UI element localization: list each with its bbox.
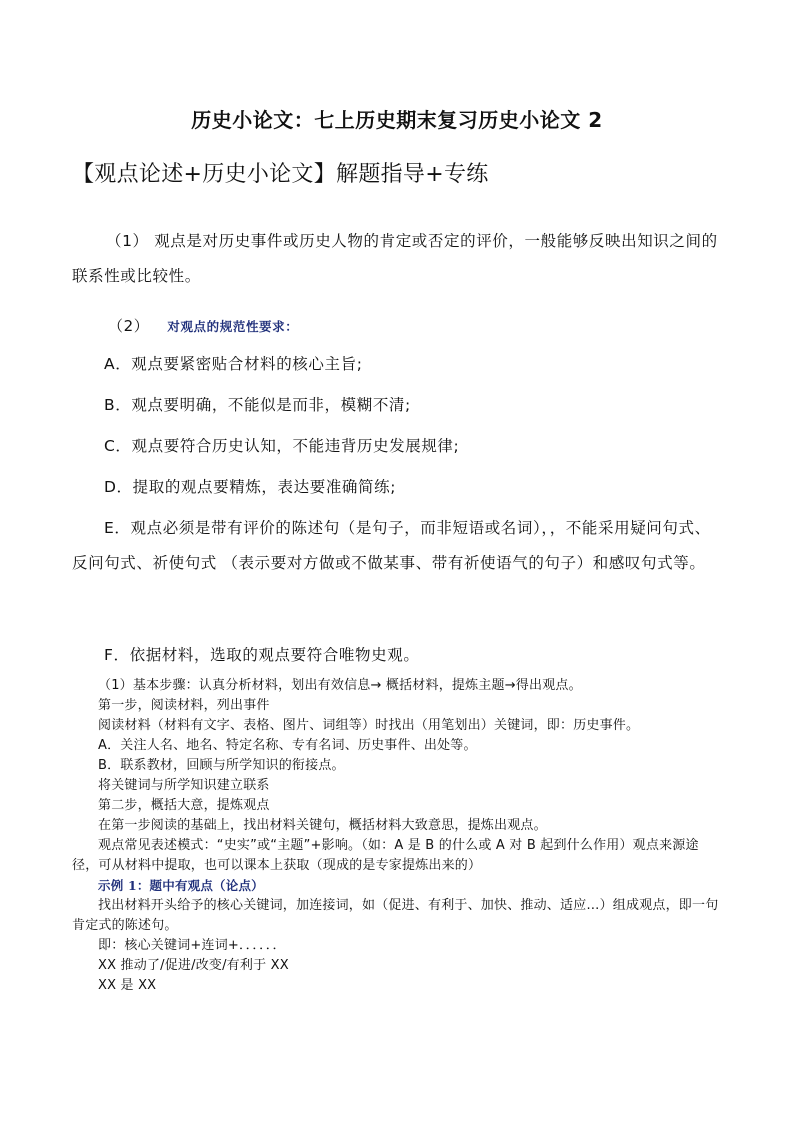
viewpoint-pattern: 观点常见表述模式：“史实”或“主题”+影响。（如：A 是 B 的什么或 A 对 B 起到什么作用）观点来源途径，可从材料中提取，也可以课本上获取（现成的是专家提炼出来的） bbox=[72, 838, 699, 873]
requirements-label: 对观点的规范性要求： bbox=[167, 319, 299, 334]
steps-section bbox=[72, 676, 724, 996]
formula-line: 即：核心关键词+连词+．．．．．． bbox=[98, 938, 286, 953]
requirement-b: B．观点要明确，不能似是而非，模糊不清; bbox=[104, 396, 411, 414]
step-one-link: 将关键词与所学知识建立联系 bbox=[98, 778, 270, 793]
requirement-f: F．依据材料，选取的观点要符合唯物史观。 bbox=[104, 646, 420, 664]
paragraph-requirements-heading bbox=[108, 309, 760, 344]
page-subtitle: 【观点论述+历史小论文】解题指导+专练 bbox=[72, 162, 489, 187]
step-one-heading: 第一步，阅读材料，列出事件 bbox=[98, 698, 270, 713]
step-one-detail: 阅读材料（材料有文字、表格、图片、词组等）时找出（用笔划出）关键词，即：历史事件。 bbox=[98, 718, 640, 733]
step-two-heading: 第二步，概括大意，提炼观点 bbox=[98, 798, 270, 813]
pattern-line-1: XX 推动了/促进/改变/有利于 XX bbox=[98, 958, 289, 973]
requirement-a: A．观点要紧密贴合材料的核心主旨; bbox=[104, 355, 363, 373]
step-two-detail: 在第一步阅读的基础上，找出材料关键句，概括材料大致意思，提炼出观点。 bbox=[98, 818, 547, 833]
example-1-heading: 示例 1：题中有观点（论点） bbox=[98, 878, 264, 893]
requirements-number: （2） bbox=[108, 317, 150, 335]
pattern-line-2: XX 是 XX bbox=[98, 978, 157, 993]
requirement-d: D．提取的观点要精炼，表达要准确简练; bbox=[104, 478, 397, 496]
step-intro: （1）基本步骤：认真分析材料，划出有效信息→ 概括材料，提炼主题→得出观点。 bbox=[98, 678, 582, 693]
page-title: 历史小论文：七上历史期末复习历史小论文 2 bbox=[191, 108, 603, 132]
example-1-detail: 找出材料开头给予的核心关键词，加连接词，如（促进、有利于、加快、推动、适应…）组成观点，即一句肯定式的陈述句。 bbox=[72, 898, 719, 933]
requirement-c: C．观点要符合历史认知，不能违背历史发展规律; bbox=[104, 437, 460, 455]
paragraph-definition: （1） 观点是对历史事件或历史人物的肯定或否定的评价，一般能够反映出知识之间的联系性或比较性。 bbox=[72, 232, 718, 285]
step-one-b: B．联系教材，回顾与所学知识的衔接点。 bbox=[98, 758, 345, 773]
requirement-e: E．观点必须是带有评价的陈述句（是句子，而非短语或名词），，不能采用疑问句式、反问句式、祈使句式 （表示要对方做或不做某事、带有祈使语气的句子）和感叹句式等。 bbox=[72, 519, 711, 572]
step-one-a: A．关注人名、地名、特定名称、专有名词、历史事件、出处等。 bbox=[98, 738, 477, 753]
